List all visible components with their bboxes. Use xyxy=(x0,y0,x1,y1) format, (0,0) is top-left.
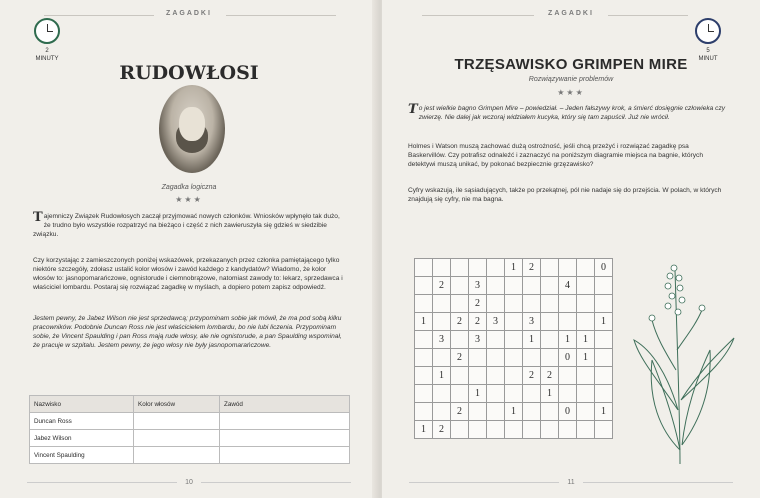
grid-cell[interactable] xyxy=(505,331,523,349)
grid-clue-cell: 1 xyxy=(523,331,541,349)
grid-clue-cell: 1 xyxy=(577,331,595,349)
grid-cell[interactable] xyxy=(541,403,559,421)
page-title: TRZĘSAWISKO GRIMPEN MIRE xyxy=(454,56,688,73)
answer-table xyxy=(29,395,350,464)
grid-cell[interactable] xyxy=(415,385,433,403)
difficulty-stars: ★★★ xyxy=(557,88,585,97)
grid-cell[interactable] xyxy=(541,295,559,313)
grid-cell[interactable] xyxy=(523,403,541,421)
time-label: 5 MINUT xyxy=(698,48,718,62)
grid-cell[interactable] xyxy=(451,331,469,349)
grid-cell[interactable] xyxy=(595,277,613,295)
puzzle-type: Zagadka logiczna xyxy=(161,184,217,191)
grid-cell[interactable] xyxy=(541,421,559,439)
grid-cell[interactable] xyxy=(451,367,469,385)
grid-cell[interactable] xyxy=(559,295,577,313)
right-page xyxy=(382,0,760,498)
grid-cell[interactable] xyxy=(415,259,433,277)
grid-clue-cell: 2 xyxy=(433,277,451,295)
grid-clue-cell: 2 xyxy=(451,313,469,331)
grid-cell[interactable] xyxy=(523,421,541,439)
grid-cell[interactable] xyxy=(523,295,541,313)
grid-cell[interactable] xyxy=(433,259,451,277)
grid-cell[interactable] xyxy=(415,367,433,385)
grid-clue-cell: 2 xyxy=(523,259,541,277)
table-row xyxy=(30,430,350,447)
hair-cell[interactable] xyxy=(134,447,220,464)
name-cell: Duncan Ross xyxy=(30,413,134,430)
grid-clue-cell: 3 xyxy=(523,313,541,331)
clock-icon xyxy=(34,18,60,44)
grid-row xyxy=(415,349,613,367)
left-header: ZAGADKI xyxy=(0,10,378,17)
difficulty-stars: ★★★ xyxy=(175,195,203,204)
grid-cell[interactable] xyxy=(487,403,505,421)
grid-clue-cell: 3 xyxy=(469,331,487,349)
grid-clue-cell: 2 xyxy=(523,367,541,385)
grid-cell[interactable] xyxy=(523,385,541,403)
grid-cell[interactable] xyxy=(523,277,541,295)
grid-clue-cell: 2 xyxy=(469,313,487,331)
grid-cell[interactable] xyxy=(451,259,469,277)
name-cell: Jabez Wilson xyxy=(30,430,134,447)
grid-cell[interactable] xyxy=(451,421,469,439)
grid-row xyxy=(415,421,613,439)
grid-row xyxy=(415,367,613,385)
grid-clue-cell: 0 xyxy=(595,259,613,277)
grid-row xyxy=(415,295,613,313)
grid-cell[interactable] xyxy=(595,331,613,349)
grid-clue-cell: 1 xyxy=(559,331,577,349)
grid-cell[interactable] xyxy=(541,349,559,367)
grid-clue-cell: 1 xyxy=(595,313,613,331)
grid-cell[interactable] xyxy=(487,385,505,403)
grid-cell[interactable] xyxy=(541,259,559,277)
grid-cell[interactable] xyxy=(487,259,505,277)
grid-cell[interactable] xyxy=(559,421,577,439)
grid-clue-cell: 1 xyxy=(595,403,613,421)
grid-cell[interactable] xyxy=(577,313,595,331)
grid-cell[interactable] xyxy=(505,349,523,367)
table-header-row xyxy=(30,396,350,413)
grid-clue-cell: 3 xyxy=(469,277,487,295)
grid-cell[interactable] xyxy=(469,403,487,421)
column-header: Kolor włosów xyxy=(134,396,220,413)
grid-clue-cell: 2 xyxy=(451,349,469,367)
instructions-paragraph: Holmes i Watson muszą zachować dużą ostrożność, jeśli chcą przeżyć i rozwiązać zagadkę psa Baskervillów. Czy potrafisz odnaleźć i zaznaczyć na poniższym diagramie miejsca na bagnie, których detektywi muszą unikać, by pokonać bezpiecznie grzęzawisko? xyxy=(408,143,704,168)
grid-clue-cell: 3 xyxy=(433,331,451,349)
grid-cell[interactable] xyxy=(469,349,487,367)
grid-cell[interactable] xyxy=(541,331,559,349)
table-row xyxy=(30,447,350,464)
grid-clue-cell: 1 xyxy=(415,421,433,439)
grid-cell[interactable] xyxy=(595,385,613,403)
grid-clue-cell: 1 xyxy=(577,349,595,367)
grid-cell[interactable] xyxy=(577,403,595,421)
grid-cell[interactable] xyxy=(505,295,523,313)
grid-cell[interactable] xyxy=(433,349,451,367)
grid-row xyxy=(415,403,613,421)
rules-paragraph: Cyfry wskazują, ile sąsiadujących, także po przekątnej, pól nie nadaje się do przejścia. W polach, w których znajdują się cyfry, nie ma bagna. xyxy=(408,187,722,203)
job-cell[interactable] xyxy=(220,430,350,447)
grid-cell[interactable] xyxy=(559,385,577,403)
column-header: Zawód xyxy=(220,396,350,413)
grid-cell[interactable] xyxy=(451,385,469,403)
page-number: 10 xyxy=(0,479,378,486)
grid-cell[interactable] xyxy=(541,313,559,331)
portrait-illustration xyxy=(159,85,225,173)
grid-cell[interactable] xyxy=(469,367,487,385)
clues-paragraph: Jestem pewny, że Jabez Wilson nie jest sprzedawcą; przypominam sobie jak mówił, że ma pod sobą kilku pracowników. Podobnie Duncan Ross nie jest właścicielem lombardu, bo nie lubi liczenia. Przypominam sobie, że Vincent Spaulding i pan Ross mają rude włosy, ale nie ognistorude, a pan Spaulding wspominał, że pracuje w szpitalu. Jestem pewny, że jego włosy nie były jasnopomarańczowe. xyxy=(33,315,342,349)
grid-clue-cell: 1 xyxy=(469,385,487,403)
intro-paragraph: Tajemniczy Związek Rudowłosych zaczął przyjmować nowych członków. Wniosków wpłynęło tak dużo, że trudno było wszystkie rozpatrzyć na bieżąco i część z nich zawieruszyła się gdzieś w siedzibie związku. xyxy=(33,210,340,238)
grid-cell[interactable] xyxy=(415,349,433,367)
grid-clue-cell: 2 xyxy=(433,421,451,439)
grid-cell[interactable] xyxy=(523,349,541,367)
grid-cell[interactable] xyxy=(559,259,577,277)
grid-clue-cell: 0 xyxy=(559,403,577,421)
grid-clue-cell: 2 xyxy=(451,403,469,421)
hair-cell[interactable] xyxy=(134,413,220,430)
right-header: ZAGADKI xyxy=(382,10,760,17)
job-cell[interactable] xyxy=(220,447,350,464)
grid-cell[interactable] xyxy=(433,313,451,331)
grid-cell[interactable] xyxy=(505,385,523,403)
grid-row xyxy=(415,313,613,331)
puzzle-grid xyxy=(414,258,613,439)
grid-cell[interactable] xyxy=(577,421,595,439)
grid-cell[interactable] xyxy=(487,367,505,385)
column-header: Nazwisko xyxy=(30,396,134,413)
grid-cell[interactable] xyxy=(451,277,469,295)
grid-cell[interactable] xyxy=(433,295,451,313)
grid-clue-cell: 2 xyxy=(469,295,487,313)
grid-cell[interactable] xyxy=(577,277,595,295)
grid-cell[interactable] xyxy=(433,403,451,421)
grid-cell[interactable] xyxy=(487,295,505,313)
grid-cell[interactable] xyxy=(415,295,433,313)
time-label: 2 MINUTY xyxy=(35,48,59,62)
grid-cell[interactable] xyxy=(487,349,505,367)
grid-cell[interactable] xyxy=(559,367,577,385)
grid-cell[interactable] xyxy=(577,295,595,313)
grid-clue-cell: 3 xyxy=(487,313,505,331)
grid-cell[interactable] xyxy=(415,331,433,349)
grid-cell[interactable] xyxy=(415,277,433,295)
page-title: RUDOWŁOSI xyxy=(119,62,259,84)
grid-cell[interactable] xyxy=(487,421,505,439)
grid-clue-cell: 0 xyxy=(559,349,577,367)
grid-cell[interactable] xyxy=(487,277,505,295)
grid-clue-cell: 1 xyxy=(541,385,559,403)
grid-cell[interactable] xyxy=(541,277,559,295)
grid-cell[interactable] xyxy=(487,331,505,349)
grid-row xyxy=(415,277,613,295)
grid-clue-cell: 4 xyxy=(559,277,577,295)
grid-clue-cell: 1 xyxy=(505,259,523,277)
grid-cell[interactable] xyxy=(577,367,595,385)
plant-illustration xyxy=(630,250,740,465)
grid-row xyxy=(415,385,613,403)
grid-row xyxy=(415,259,613,277)
grid-cell[interactable] xyxy=(415,403,433,421)
grid-cell[interactable] xyxy=(469,421,487,439)
left-page xyxy=(0,0,378,498)
grid-cell[interactable] xyxy=(433,385,451,403)
grid-clue-cell: 2 xyxy=(541,367,559,385)
grid-cell[interactable] xyxy=(595,367,613,385)
table-row xyxy=(30,413,350,430)
grid-cell[interactable] xyxy=(451,295,469,313)
grid-row xyxy=(415,331,613,349)
grid-cell[interactable] xyxy=(505,313,523,331)
page-number: 11 xyxy=(382,479,760,486)
grid-cell[interactable] xyxy=(595,295,613,313)
grid-clue-cell: 1 xyxy=(415,313,433,331)
grid-cell[interactable] xyxy=(505,367,523,385)
grid-cell[interactable] xyxy=(505,421,523,439)
puzzle-type: Rozwiązywanie problemów xyxy=(528,76,614,83)
grid-cell[interactable] xyxy=(469,259,487,277)
grid-cell[interactable] xyxy=(559,313,577,331)
grid-clue-cell: 1 xyxy=(505,403,523,421)
grid-cell[interactable] xyxy=(577,385,595,403)
hair-cell[interactable] xyxy=(134,430,220,447)
grid-cell[interactable] xyxy=(595,421,613,439)
instructions-paragraph: Czy korzystając z zamieszczonych poniżej wskazówek, przekazanych przez członka pamiętającego tylko niektóre szczegóły, zdołasz ustalić kolor włosów i zawód każdego z kandydatów? Wiadomo, że kolor włosów to: jasnopomarańczowe, ognistorude i ciemnobrązowe, natomiast zawody to: lekarz, sprzedawca i właściciel lombardu. Postaraj się rozwiązać zagadkę w myślach, a dopiero potem zapisz odpowiedź. xyxy=(33,257,343,291)
clock-icon xyxy=(695,18,721,44)
grid-clue-cell: 1 xyxy=(433,367,451,385)
job-cell[interactable] xyxy=(220,413,350,430)
name-cell: Vincent Spaulding xyxy=(30,447,134,464)
grid-cell[interactable] xyxy=(505,277,523,295)
grid-cell[interactable] xyxy=(577,259,595,277)
quote-paragraph: To jest wielkie bagno Grimpen Mire – powiedział. – Jeden fałszywy krok, a śmierć dosięgnie człowieka czy zwierzę. Nie dalej jak wczoraj widziałem kucyka, który się tam zapuścił. Już nie wrócił. xyxy=(408,102,726,121)
grid-cell[interactable] xyxy=(595,349,613,367)
